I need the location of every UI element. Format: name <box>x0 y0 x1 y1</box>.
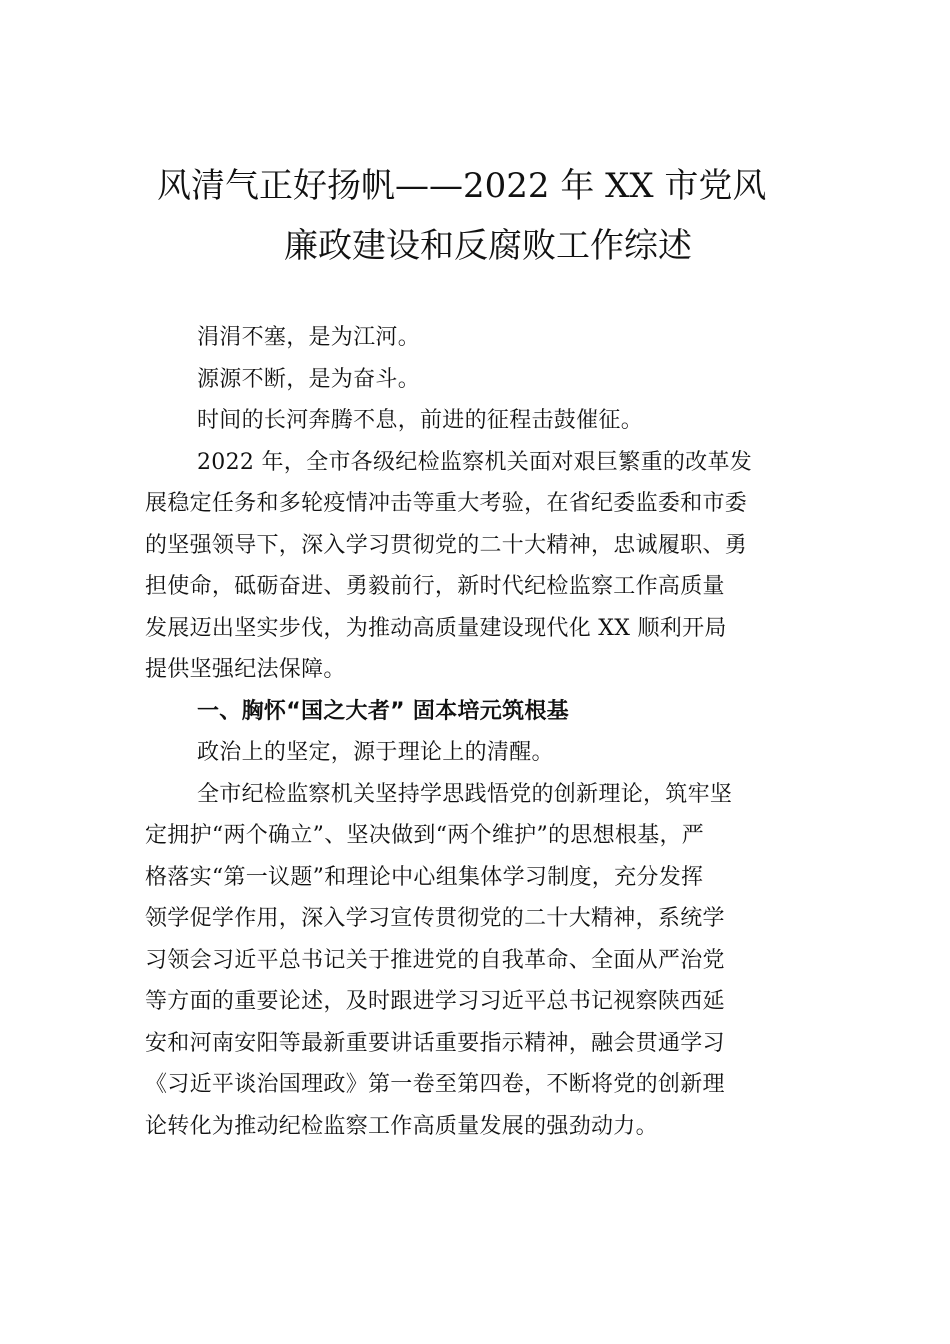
section-heading: 一、胸怀“国之大者” 固本培元筑根基 <box>197 698 569 724</box>
document-body <box>145 317 810 1147</box>
body-line: 源源不断，是为奋斗。 <box>197 366 421 392</box>
body-line: 担使命，砥砺奋进、勇毅前行，新时代纪检监察工作高质量 <box>145 574 725 599</box>
body-line: 时间的长河奔腾不息，前进的征程击鼓催征。 <box>197 408 644 433</box>
body-line: 定拥护“两个确立”、坚决做到“两个维护”的思想根基，严 <box>145 823 705 848</box>
body-line: 发展迈出坚实步伐，为推动高质量建设现代化 XX 顺利开局 <box>145 615 727 641</box>
body-line: 提供坚强纪法保障。 <box>145 657 346 682</box>
body-line: 领学促学作用，深入学习宣传贯彻党的二十大精神，系统学 <box>145 906 725 931</box>
body-line: 展稳定任务和多轮疫情冲击等重大考验，在省纪委监委和市委 <box>145 491 748 516</box>
body-line: 论转化为推动纪检监察工作高质量发展的强劲动力。 <box>145 1113 658 1139</box>
body-line: 全市纪检监察机关坚持学思践悟党的创新理论，筑牢坚 <box>197 781 733 807</box>
body-line: 的坚强领导下，深入学习贯彻党的二十大精神，忠诚履职、勇 <box>145 532 748 558</box>
body-line: 2022 年，全市各级纪检监察机关面对艰巨繁重的改革发 <box>197 449 753 475</box>
body-line: 安和河南安阳等最新重要讲话重要指示精神，融会贯通学习 <box>145 1030 725 1056</box>
body-line: 政治上的坚定，源于理论上的清醒。 <box>197 740 554 765</box>
body-line: 等方面的重要论述，及时跟进学习习近平总书记视察陕西延 <box>145 989 725 1014</box>
body-line: 习领会习近平总书记关于推进党的自我革命、全面从严治党 <box>145 947 725 973</box>
body-line: 格落实“第一议题”和理论中心组集体学习制度，充分发挥 <box>145 864 704 890</box>
body-line: 涓涓不塞，是为江河。 <box>197 325 421 350</box>
body-line: 《习近平谈治国理政》第一卷至第四卷，不断将党的创新理 <box>145 1072 725 1097</box>
document-title-line-1: 风清气正好扬帆——2022 年 XX 市党风 <box>157 166 767 206</box>
document-title-line-2: 廉政建设和反腐败工作综述 <box>284 226 692 266</box>
